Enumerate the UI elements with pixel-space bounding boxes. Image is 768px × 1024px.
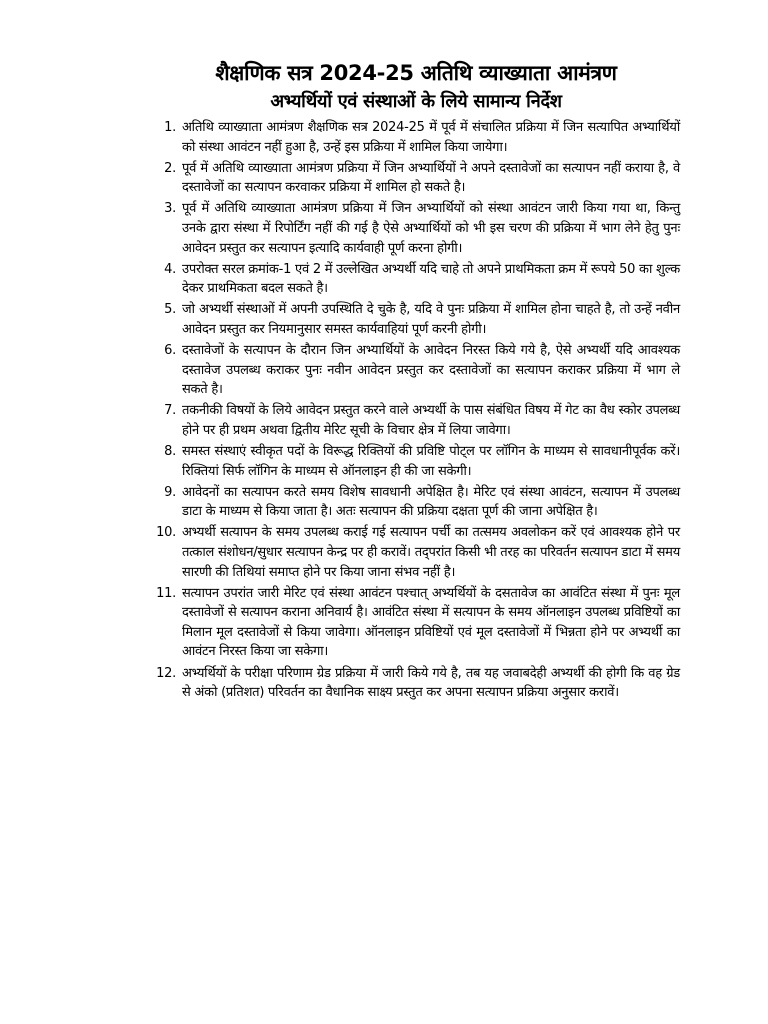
instruction-text: जो अभ्यर्थी संस्थाओं में अपनी उपस्थिति दे चुके है, यदि वे पुनः प्रक्रिया में शामिल होना चाहते है, तो उन्हें नवीन आवेदन प्रस्तुत कर नियमानुसार समस्त कार्यवाहियां पूर्ण करनी होगी। (182, 302, 680, 337)
instruction-item (152, 159, 680, 198)
instruction-number: 1. (164, 120, 176, 135)
instruction-number: 9. (164, 484, 176, 500)
instruction-item (152, 260, 680, 299)
instruction-number: 11. (156, 585, 176, 601)
instruction-text: तकनीकी विषयों के लिये आवेदन प्रस्तुत करने वाले अभ्यर्थी के पास संबंधित विषय में गेट का वैध स्कोर उपलब्ध होने पर ही प्रथम अथवा द्वितीय मेरिट सूची के विचार क्षेत्र में लिया जावेगा। (182, 403, 680, 438)
instruction-number: 7. (164, 403, 176, 419)
instruction-text: अतिथि व्याख्याता आमंत्रण शैक्षणिक सत्र 2024-25 में पूर्व में संचालित प्रक्रिया में जिन सत्यापित अभ्यार्थियों को संस्था आवंटन नहीं हुआ है, उन्हें इस प्रक्रिया में शामिल किया जायेगा। (182, 120, 680, 155)
instruction-text: अभ्यर्थी सत्यापन के समय उपलब्ध कराई गई सत्यापन पर्ची का तत्समय अवलोकन करें एवं आवश्यक होने पर तत्काल संशोधन/सुधार सत्यापन केन्द्र पर ही करावें। तद्‌परांत किसी भी तरह का परिवर्तन सत्यापन डाटा में समय सारणी की तिथियां समाप्त होने पर किया जाना संभव नहीं है। (182, 525, 680, 580)
instruction-number: 8. (164, 444, 176, 459)
instruction-item (152, 341, 680, 400)
instruction-text: पूर्व में अतिथि व्याख्याता आमंत्रण प्रक्रिया में जिन अभ्यार्थियों ने अपने दस्तावेजों का सत्यापन नहीं कराया है, वे दस्तावेजों का सत्यापन करवाकर प्रक्रिया में शामिल हो सकते है। (182, 160, 680, 196)
instruction-text: उपरोक्त सरल क्रमांक-1 एवं 2 में उल्लेखित अभ्यर्थी यदि चाहे तो अपने प्राथमिकता क्रम में रूपये 50 का शुल्क देकर प्राथमिकता बदल सकते है। (182, 261, 680, 297)
document-subtitle: अभ्यर्थियों एवं संस्थाओं के लिये सामान्य निर्देश (270, 91, 562, 112)
instruction-number: 5. (164, 302, 176, 318)
instruction-item (152, 199, 680, 258)
instruction-text: अभ्यर्थियों के परीक्षा परिणाम ग्रेड प्रक्रिया में जारी किये गये है, तब यह जवाबदेही अभ्यर्थी की होगी कि वह ग्रेड से अंको (प्रतिशत) परिवर्तन का वैधानिक साक्ष्य प्रस्तुत कर अपना सत्यापन प्रक्रिया अनुसार करावें। (182, 665, 680, 701)
instruction-number: 3. (164, 201, 176, 217)
instruction-text: पूर्व में अतिथि व्याख्याता आमंत्रण प्रक्रिया में जिन अभ्यार्थियों को संस्था आवंटन जारी किया गया था, किन्तु उनके द्वारा संस्था में रिपोर्टिंग नहीं की गई है ऐसे अभ्यार्थियों को भी इस चरण की प्रक्रिया में भाग लेने हेतु पुनः आवेदन प्रस्तुत कर सत्यापन इत्यादि कार्यवाही पूर्ण करना होगी। (182, 201, 680, 256)
instruction-text: समस्त संस्थाएं स्वीकृत पदों के विरूद्ध रिक्तियों की प्रविष्टि पोट्ल पर लॉगिन के माध्यम से सावधानीपूर्वक करें। रिक्तियां सिर्फ लॉगिन के माध्यम से ऑनलाइन ही की जा सकेगी। (182, 444, 680, 479)
instruction-item (152, 300, 680, 339)
instruction-number: 2. (164, 160, 176, 176)
instruction-text: दस्तावेजों के सत्यापन के दौरान जिन अभ्यार्थियों के आवेदन निरस्त किये गये है, ऐसे अभ्यर्थी यदि आवश्यक दस्तावेज उपलब्ध कराकर पुनः नवीन आवेदन प्रस्तुत कर दस्तावेजों का सत्यापन कराकर प्रक्रिया में भाग ले सकते है। (182, 343, 680, 398)
instruction-number: 4. (164, 261, 176, 277)
instruction-item (152, 584, 680, 662)
instruction-item (152, 664, 680, 703)
instruction-item (152, 483, 680, 522)
instruction-number: 10. (156, 525, 176, 541)
instruction-item (152, 401, 680, 440)
instruction-number: 6. (164, 343, 176, 359)
instruction-text: सत्यापन उपरांत जारी मेरिट एवं संस्था आवंटन पश्चात् अभ्यर्थियों के दसतावेज का आवंटित संस्था में पुनः मूल दस्तावेजों से सत्यापन कराना अनिवार्य है। आवंटित संस्था में सत्यापन के समय ऑनलाइन उपलब्ध प्रविष्टियों का मिलान मूल दस्तावेजों से किया जावेगा। ऑनलाइन प्रविष्टियों एवं मूल दस्तावेजों में भिन्नता होने पर अभ्यर्थी का आवंटन निरस्त किया जा सकेगा। (182, 585, 680, 660)
instruction-number: 12. (156, 665, 176, 681)
instruction-text: आवेदनों का सत्यापन करते समय विशेष सावधानी अपेक्षित है। मेरिट एवं संस्था आवंटन, सत्यापन में उपलब्ध डाटा के माध्यम से किया जाता है। अतः सत्यापन की प्रक्रिया दक्षता पूर्ण की जाना अपेक्षित है। (182, 484, 680, 520)
instruction-item (152, 523, 680, 582)
instruction-item (152, 442, 680, 481)
instruction-item (152, 118, 680, 157)
instruction-list (152, 118, 680, 703)
document-title: शैक्षणिक सत्र 2024-25 अतिथि व्याख्याता आमंत्रण (215, 61, 617, 85)
